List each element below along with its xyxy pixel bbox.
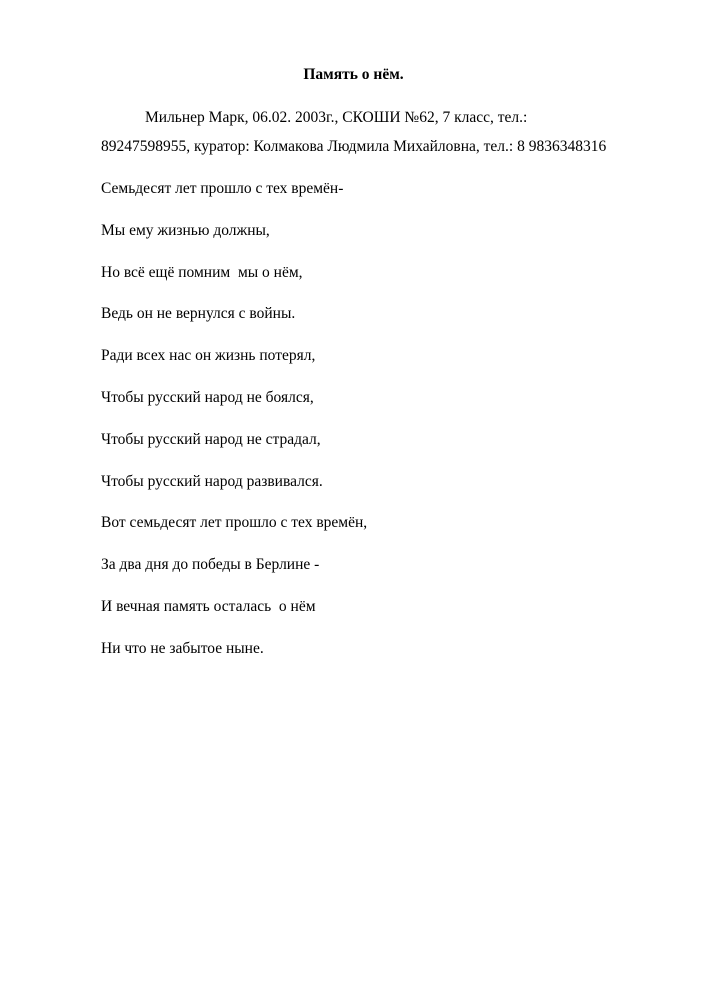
poem-line: Чтобы русский народ развивался. (101, 472, 323, 490)
poem-title: Память о нём. (303, 66, 404, 83)
poem-line: Мы ему жизнью должны, (101, 221, 270, 239)
poem-line: Ради всех нас он жизнь потерял, (101, 347, 316, 365)
poem-line: Но всё ещё помним мы о нём, (101, 263, 303, 281)
poem-line: Ведь он не вернулся с войны. (101, 305, 296, 323)
poem-line: Чтобы русский народ не боялся, (101, 388, 314, 406)
poem-line: Семьдесят лет прошло с тех времён- (101, 180, 344, 197)
poem-line: Чтобы русский народ не страдал, (101, 430, 321, 448)
poem-line: За два дня до победы в Берлине - (101, 556, 320, 574)
author-info-line-2: 89247598955, куратор: Колмакова Людмила Михайловна, тел.: 8 9836348316 (101, 138, 607, 155)
poem-body (101, 178, 367, 680)
poem-line: И вечная память осталась о нём (101, 597, 316, 615)
poem-line: Ни что не забытое ныне. (101, 639, 264, 657)
author-info-line-1: Мильнер Марк, 06.02. 2003г., СКОШИ №62, 7 класс, тел.: (145, 109, 528, 126)
poem-line: Вот семьдесят лет прошло с тех времён, (101, 514, 368, 532)
